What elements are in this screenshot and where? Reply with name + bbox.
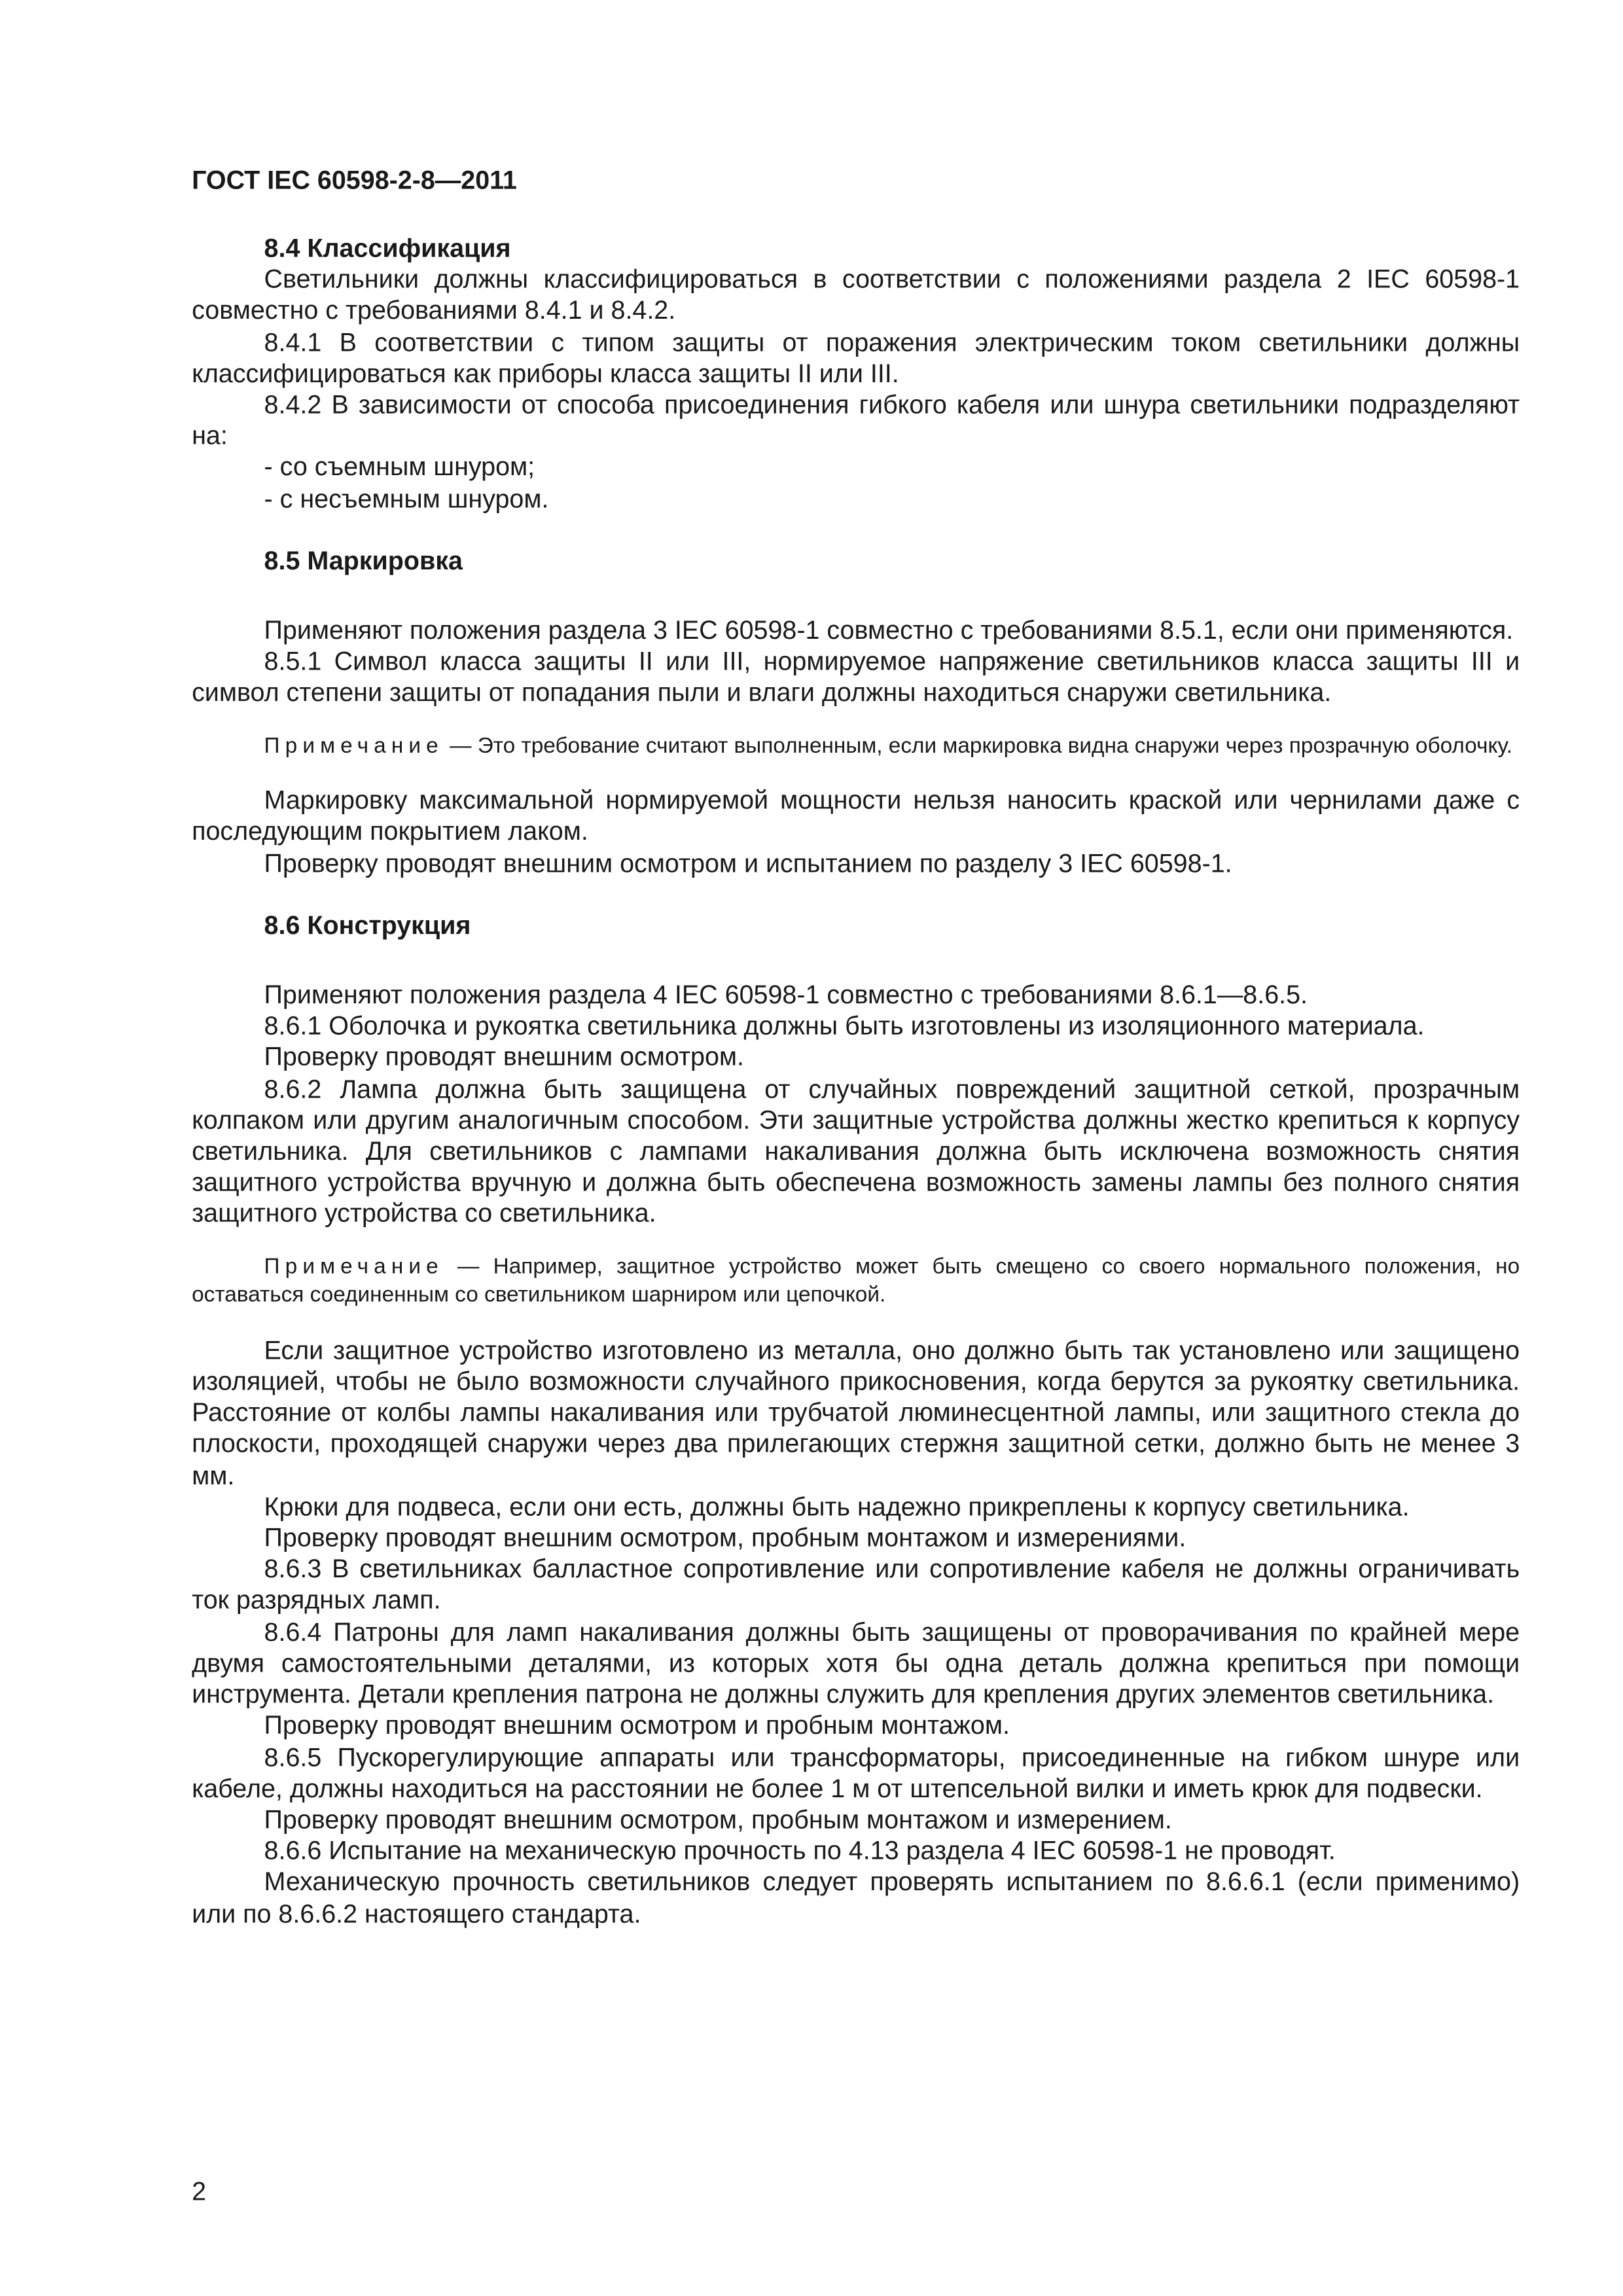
paragraph-8-6-5: 8.6.5 Пускорегулирующие аппараты или трансформаторы, присоединенные на гибком шнуре или кабеле, должны находиться на расстоянии не более 1 м от штепсельной вилки и иметь крюк для подвески. <box>192 1742 1520 1803</box>
paragraph-8-6-1: 8.6.1 Оболочка и рукоятка светильника должны быть изготовлены из изоляционного материала. <box>264 1011 1425 1041</box>
section-8-5 <box>192 546 1520 880</box>
paragraph: Если защитное устройство изготовлено из металла, оно должно быть так установлено или защищено изоляцией, чтобы не было возможности случайного прикосновения, когда берутся за рукоятку светильника. Расстояние от колбы лампы накаливания или трубчатой люминесцентной лампы, или защитного стекла до плоскости, проходящей снаружи через два прилегающих стержня защитной сетки, должно быть не менее 3 мм. <box>192 1335 1520 1490</box>
paragraph-8-4-1: 8.4.1 В соответствии с типом защиты от поражения электрическим током светильники должны классифицироваться как приборы класса защиты II или III. <box>192 327 1520 388</box>
section-8-4 <box>192 233 1520 514</box>
paragraph-8-6-2: 8.6.2 Лампа должна быть защищена от случайных повреждений защитной сеткой, прозрачным колпаком или другим аналогичным способом. Эти защитные устройства должны жестко крепиться к корпусу светильника. Для светильников с лампами накаливания должна быть исключена возможность снятия защитного устройства вручную и должна быть обеспечена возможность замены лампы без полного снятия защитного устройства со светильника. <box>192 1073 1520 1229</box>
page-number: 2 <box>192 2176 207 2206</box>
paragraph-8-4-2: 8.4.2 В зависимости от способа присоединения гибкого кабеля или шнура светильники подразделяют на: <box>192 389 1520 451</box>
note-text: — Например, защитное устройство может быть смещено со своего нормального положения, но оставаться соединенным со светильником шарниром или цепочкой. <box>192 1255 1520 1308</box>
note-text: — Это требование считают выполненным, если маркировка видна снаружи через прозрачную оболочку. <box>443 734 1513 759</box>
paragraph: Механическую прочность светильников следует проверять испытанием по 8.6.6.1 (если применимо) или по 8.6.6.2 настоящего стандарта. <box>192 1867 1520 1928</box>
paragraph: Проверку проводят внешним осмотром. <box>264 1042 745 1072</box>
paragraph: Применяют положения раздела 4 IEC 60598-1 совместно с требованиями 8.6.1—8.6.5. <box>264 980 1308 1010</box>
note-label: Примечание <box>264 734 444 759</box>
paragraph-8-5-1: 8.5.1 Символ класса защиты II или III, нормируемое напряжение светильников класса защиты III и символ степени защиты от попадания пыли и влаги должны находиться снаружи светильника. <box>192 646 1520 708</box>
document-body <box>192 233 1520 1929</box>
paragraph: Применяют положения раздела 3 IEC 60598-1 совместно с требованиями 8.5.1, если они применяются. <box>264 615 1514 645</box>
section-heading-8-5: 8.5 Маркировка <box>264 545 463 575</box>
note-label: Примечание <box>264 1255 444 1279</box>
section-8-6 <box>192 910 1520 1930</box>
section-heading-8-4: 8.4 Классификация <box>264 233 511 263</box>
paragraph-8-6-3: 8.6.3 В светильниках балластное сопротивление или сопротивление кабеля не должны ограничивать ток разрядных ламп. <box>192 1554 1520 1615</box>
paragraph: Проверку проводят внешним осмотром, пробным монтажом и измерениями. <box>264 1522 1186 1552</box>
paragraph-8-6-6: 8.6.6 Испытание на механическую прочность по 4.13 раздела 4 IEC 60598-1 не проводят. <box>264 1835 1336 1865</box>
paragraph: Проверку проводят внешним осмотром и пробным монтажом. <box>264 1710 1010 1740</box>
paragraph: Маркировку максимальной нормируемой мощности нельзя наносить краской или чернилами даже с последующим покрытием лаком. <box>192 785 1520 846</box>
paragraph-8-6-4: 8.6.4 Патроны для ламп накаливания должны быть защищены от проворачивания по крайней мере двумя самостоятельными деталями, из которых хотя бы одна деталь должна крепиться при помощи инструмента. Детали крепления патрона не должны служить для крепления других элементов светильника. <box>192 1617 1520 1709</box>
paragraph: Светильники должны классифицироваться в соответствии с положениями раздела 2 IEC 60598-1 совместно с требованиями 8.4.1 и 8.4.2. <box>192 264 1520 325</box>
list-item: - с несъемным шнуром. <box>264 483 549 513</box>
paragraph: Крюки для подвеса, если они есть, должны быть надежно прикреплены к корпусу светильника. <box>264 1492 1410 1522</box>
paragraph: Проверку проводят внешним осмотром и испытанием по разделу 3 IEC 60598-1. <box>264 848 1232 878</box>
standard-designation: ГОСТ IEC 60598-2-8—2011 <box>192 165 517 195</box>
section-heading-8-6: 8.6 Конструкция <box>264 910 471 940</box>
note <box>192 733 1520 762</box>
list-item: - со съемным шнуром; <box>264 452 535 482</box>
note <box>192 1254 1520 1312</box>
paragraph: Проверку проводят внешним осмотром, пробным монтажом и измерением. <box>264 1804 1172 1835</box>
